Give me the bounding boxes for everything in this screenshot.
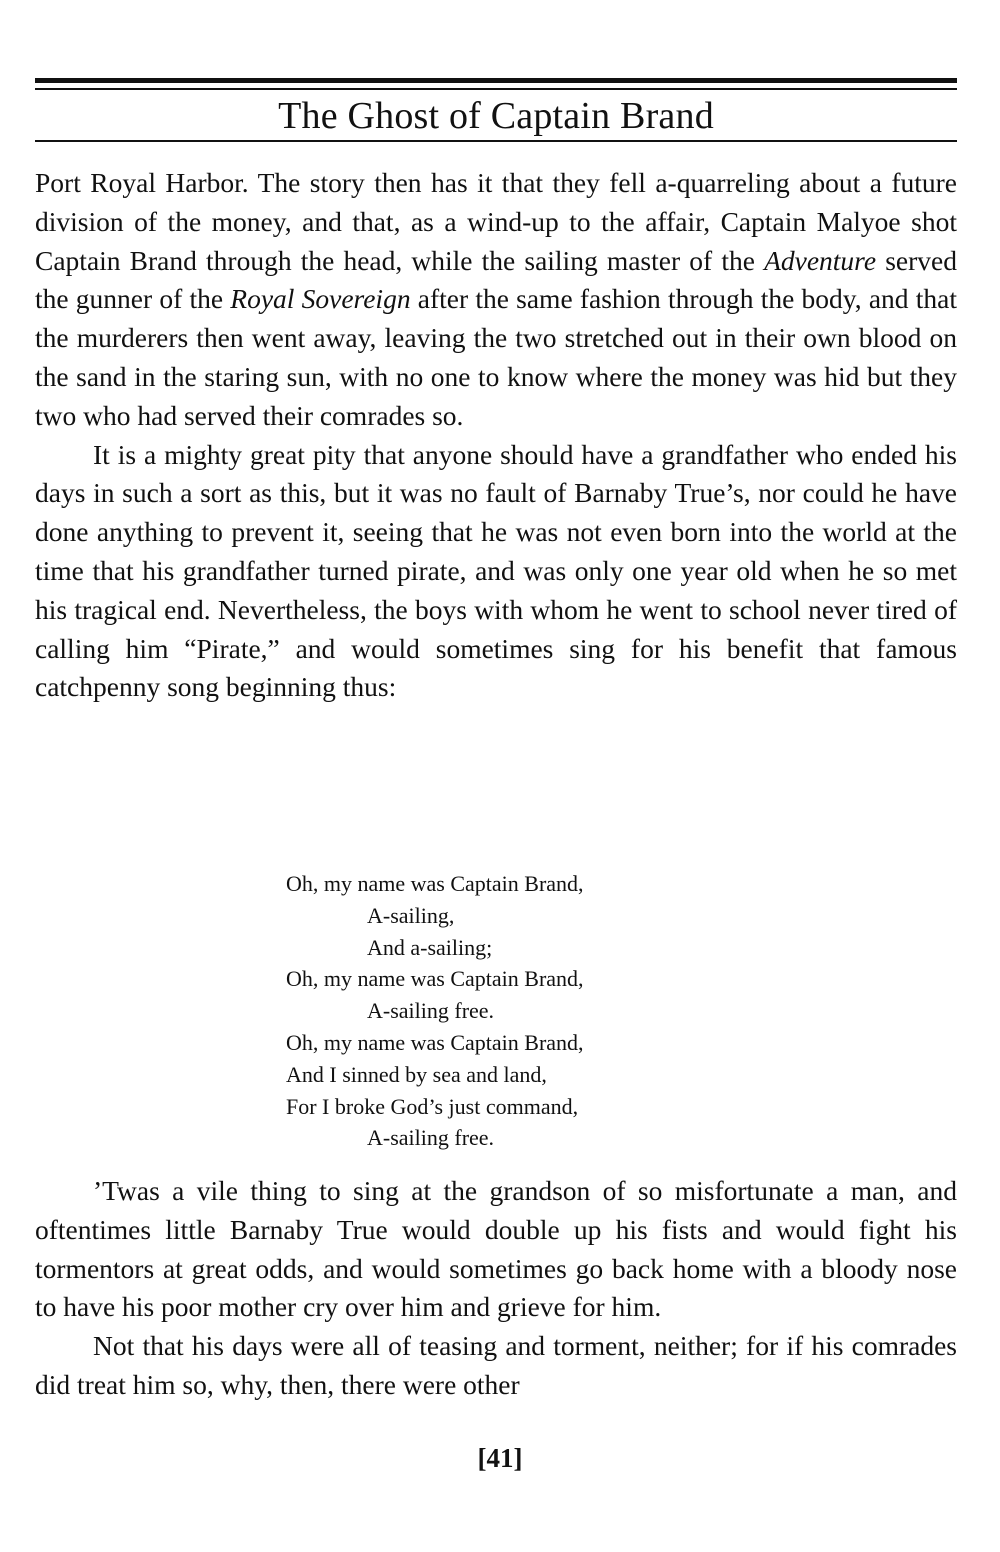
body-text-lower <box>35 1172 957 1405</box>
header-rule-thin <box>35 88 957 90</box>
song-line: Oh, my name was Captain Brand, <box>286 1029 584 1055</box>
paragraph-1-text-a: Port Royal Harbor. The story then has it that they fell a-quarreling about a future division of the money, and that, as a wind-up to the affair, Captain Malyoe shot Captain Brand through the head, while the sailing master of the <box>35 167 957 276</box>
song-line: A-sailing free. <box>367 998 495 1024</box>
paragraph-1 <box>35 164 957 436</box>
song-verse <box>286 868 786 1154</box>
ship-name-adventure: Adventure <box>764 244 877 276</box>
song-line: A-sailing, <box>367 902 455 928</box>
paragraph-1-text-c: after the same fashion through the body, and that the murderers then went away, leaving the two stretched out in their own blood on the sand in the staring sun, with no one to know where the money was hid but they two who had served their comrades so. <box>35 283 957 431</box>
paragraph-2: It is a mighty great pity that anyone should have a grandfather who ended his days in such a sort as this, but it was no fault of Barnaby True’s, nor could he have done anything to prevent it, seeing that he was not even born into the world at the time that his grandfather turned pirate, and was only one year old when he so met his tragical end. Nevertheless, the boys with whom he went to school never tired of calling him “Pirate,” and would sometimes sing for his benefit that famous catchpenny song beginning thus: <box>35 438 957 703</box>
song-line: And a-sailing; <box>367 934 493 960</box>
paragraph-3: ’Twas a vile thing to sing at the grandson of so misfortunate a man, and oftentimes little Barnaby True would double up his fists and would fight his tormentors at great odds, and would sometimes go back home with a bloody nose to have his poor mother cry over him and grieve for him. <box>35 1175 957 1323</box>
page-number: [41] <box>477 1443 523 1473</box>
song-line: Oh, my name was Captain Brand, <box>286 871 584 896</box>
ship-name-royal-sovereign: Royal Sovereign <box>230 283 411 315</box>
song-line: A-sailing free. <box>367 1125 495 1151</box>
song-line: Oh, my name was Captain Brand, <box>286 966 584 992</box>
body-text-upper <box>35 164 957 707</box>
song-line: And I sinned by sea and land, <box>286 1061 547 1087</box>
paragraph-4: Not that his days were all of teasing and torment, neither; for if his comrades did treat him so, why, then, there were other <box>35 1330 957 1400</box>
paragraph-1-text-b: served the gunner of the <box>35 244 957 315</box>
header-rule-bottom <box>35 140 957 142</box>
running-head: The Ghost of Captain Brand <box>278 95 714 137</box>
header-rule-thick <box>35 78 957 83</box>
song-line: For I broke God’s just command, <box>286 1093 579 1119</box>
